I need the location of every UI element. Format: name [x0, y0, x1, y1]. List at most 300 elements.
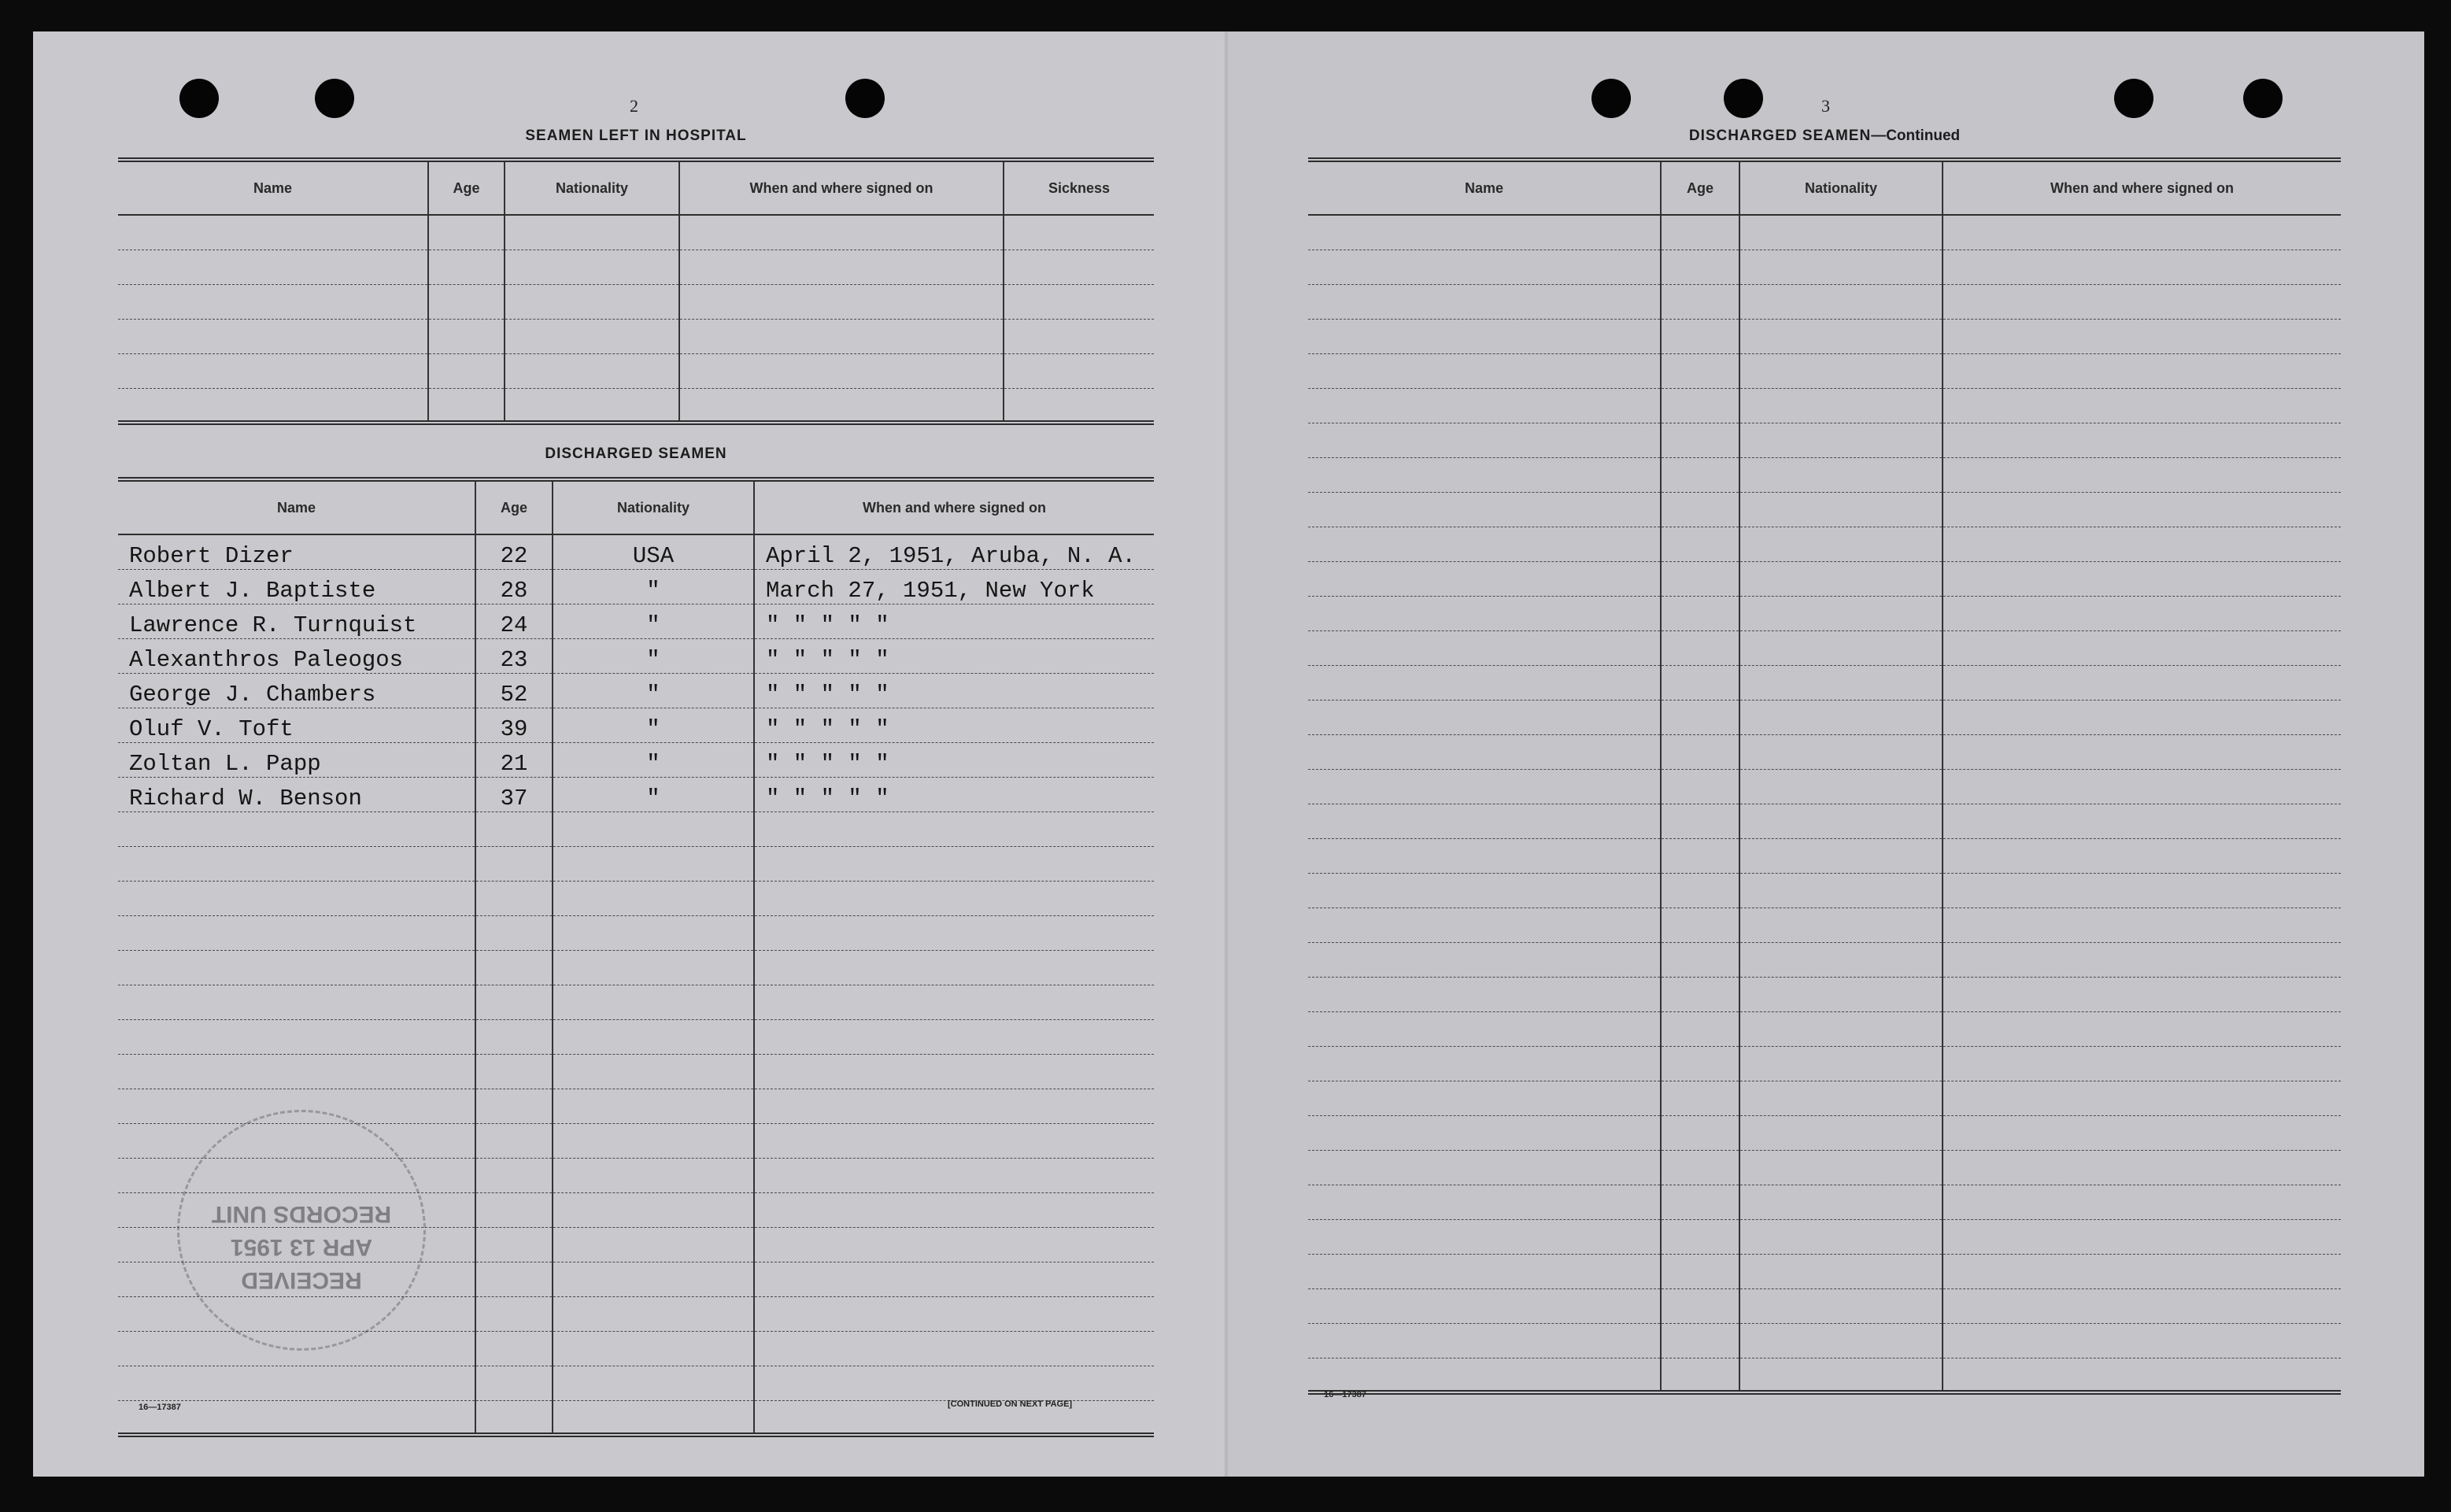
table-cell [428, 388, 505, 423]
table-row [118, 1054, 1154, 1089]
table-cell [1661, 1115, 1739, 1150]
table-cell [1661, 734, 1739, 769]
table-cell [1308, 1081, 1661, 1115]
table-cell [754, 1054, 1154, 1089]
table-cell [1661, 284, 1739, 319]
table-row [1308, 492, 2341, 527]
column-header: Name [118, 160, 428, 215]
table-row [1308, 1185, 2341, 1219]
table-row [1308, 215, 2341, 250]
table-cell [1661, 1288, 1739, 1323]
table-cell: " " " " " [754, 708, 1154, 742]
table-cell [118, 950, 475, 985]
table-cell [475, 1054, 553, 1089]
table-cell [1739, 700, 1943, 734]
table-cell [1308, 873, 1661, 908]
table-cell [1308, 1219, 1661, 1254]
table-cell: " [553, 708, 754, 742]
table-cell [1661, 1150, 1739, 1185]
table-cell [1661, 977, 1739, 1011]
table-cell [1004, 353, 1154, 388]
table-cell [475, 1331, 553, 1366]
table-cell [1943, 319, 2341, 353]
table-row [118, 985, 1154, 1019]
table-cell [505, 215, 679, 250]
table-cell [118, 319, 428, 353]
table-row [118, 250, 1154, 284]
table-row [1308, 908, 2341, 942]
table-cell [679, 388, 1004, 423]
table-row [118, 604, 1154, 638]
table-cell [1308, 1046, 1661, 1081]
page-fold [1225, 31, 1228, 1477]
table-row [1308, 665, 2341, 700]
table-cell: 24 [475, 604, 553, 638]
table-cell [553, 1366, 754, 1400]
continued-table [1308, 157, 2341, 1395]
table-cell: Lawrence R. Turnquist [118, 604, 475, 638]
table-cell [428, 319, 505, 353]
table-cell [1661, 942, 1739, 977]
table-cell [505, 250, 679, 284]
table-cell [475, 1262, 553, 1296]
table-cell [553, 1262, 754, 1296]
table-cell [1308, 1011, 1661, 1046]
table-cell [1739, 838, 1943, 873]
table-cell [118, 1019, 475, 1054]
table-cell [118, 1054, 475, 1089]
column-header: Nationality [1739, 160, 1943, 215]
table-row [1308, 804, 2341, 838]
table-cell [679, 284, 1004, 319]
table-row [118, 569, 1154, 604]
table-cell [1739, 804, 1943, 838]
table-cell [553, 1158, 754, 1192]
table-cell [1943, 1011, 2341, 1046]
table-cell [1943, 1323, 2341, 1358]
table-row [118, 811, 1154, 846]
table-cell [1661, 1219, 1739, 1254]
table-cell [1739, 596, 1943, 630]
table-cell [1943, 769, 2341, 804]
table-cell [679, 319, 1004, 353]
table-cell: " [553, 638, 754, 673]
table-cell [1661, 1046, 1739, 1081]
table-cell [1943, 1185, 2341, 1219]
table-row [1308, 1150, 2341, 1185]
continued-note: [CONTINUED ON NEXT PAGE] [948, 1399, 1073, 1409]
table-cell [553, 1123, 754, 1158]
table-cell [1739, 250, 1943, 284]
table-cell [1943, 1219, 2341, 1254]
table-cell [118, 985, 475, 1019]
table-cell [1308, 700, 1661, 734]
table-cell [1739, 769, 1943, 804]
table-cell [118, 215, 428, 250]
table-cell [1308, 561, 1661, 596]
table-cell [553, 881, 754, 915]
table-cell [118, 881, 475, 915]
table-cell [428, 215, 505, 250]
column-header: Nationality [505, 160, 679, 215]
table-cell [754, 1227, 1154, 1262]
table-cell: 52 [475, 673, 553, 708]
table-row [1308, 319, 2341, 353]
table-cell [1308, 1185, 1661, 1219]
table-cell [754, 1296, 1154, 1331]
table-cell [118, 284, 428, 319]
table-cell [1739, 630, 1943, 665]
table-cell [1661, 596, 1739, 630]
table-cell [754, 881, 1154, 915]
table-cell [1739, 319, 1943, 353]
punch-hole [2114, 79, 2153, 118]
table-cell [475, 846, 553, 881]
table-cell [553, 1227, 754, 1262]
table-row [1308, 630, 2341, 665]
table-cell [1739, 1254, 1943, 1288]
table-cell [1943, 457, 2341, 492]
table-cell [1739, 1185, 1943, 1219]
table-cell [1739, 1011, 1943, 1046]
table-cell [1943, 215, 2341, 250]
table-cell [1004, 319, 1154, 353]
table-cell [1739, 527, 1943, 561]
table-row [1308, 250, 2341, 284]
table-cell: " [553, 569, 754, 604]
table-cell [1661, 353, 1739, 388]
table-cell [1661, 457, 1739, 492]
table-cell [1943, 630, 2341, 665]
table-cell [1739, 1288, 1943, 1323]
table-cell [428, 250, 505, 284]
table-cell [1661, 873, 1739, 908]
table-cell [1739, 1115, 1943, 1150]
table-row [1308, 353, 2341, 388]
table-cell: George J. Chambers [118, 673, 475, 708]
column-header: When and where signed on [754, 479, 1154, 534]
table-cell: " " " " " [754, 638, 1154, 673]
table-row [118, 915, 1154, 950]
table-cell [1943, 873, 2341, 908]
column-header: When and where signed on [1943, 160, 2341, 215]
table-row [1308, 527, 2341, 561]
table-cell [1943, 1254, 2341, 1288]
table-cell [475, 881, 553, 915]
table-cell [1308, 769, 1661, 804]
table-cell [754, 915, 1154, 950]
table-cell [475, 1158, 553, 1192]
table-cell [1661, 769, 1739, 804]
table-cell [1661, 527, 1739, 561]
table-cell [754, 1158, 1154, 1192]
table-cell [754, 950, 1154, 985]
table-cell [553, 1296, 754, 1331]
table-cell [1661, 838, 1739, 873]
table-row [118, 846, 1154, 881]
table-cell [1739, 1081, 1943, 1115]
table-cell [1739, 908, 1943, 942]
table-row [1308, 1115, 2341, 1150]
table-cell [1943, 1046, 2341, 1081]
table-cell: March 27, 1951, New York [754, 569, 1154, 604]
table-cell [475, 1296, 553, 1331]
column-header: Name [1308, 160, 1661, 215]
table-row [1308, 700, 2341, 734]
table-row [118, 881, 1154, 915]
table-cell [1308, 1115, 1661, 1150]
table-cell [1308, 215, 1661, 250]
table-cell [1739, 353, 1943, 388]
table-cell [1943, 596, 2341, 630]
table-cell [1943, 838, 2341, 873]
table-row [1308, 423, 2341, 457]
table-cell [553, 1400, 754, 1435]
table-cell [1308, 942, 1661, 977]
table-cell [1661, 700, 1739, 734]
table-row [118, 1366, 1154, 1400]
table-row [118, 1019, 1154, 1054]
table-cell [505, 319, 679, 353]
table-cell [1739, 215, 1943, 250]
table-cell [1661, 388, 1739, 423]
table-cell [754, 1331, 1154, 1366]
table-row [118, 950, 1154, 985]
table-cell [1943, 977, 2341, 1011]
table-cell: 39 [475, 708, 553, 742]
table-row [118, 638, 1154, 673]
table-cell [505, 284, 679, 319]
table-row [118, 708, 1154, 742]
table-cell [1943, 423, 2341, 457]
table-cell: 28 [475, 569, 553, 604]
table-cell [1661, 1323, 1739, 1358]
table-row [1308, 734, 2341, 769]
table-cell [428, 284, 505, 319]
column-header: Age [428, 160, 505, 215]
column-header: Age [475, 479, 553, 534]
table-cell: USA [553, 534, 754, 569]
table-cell: April 2, 1951, Aruba, N. A. [754, 534, 1154, 569]
table-cell [1739, 1219, 1943, 1254]
table-cell [1661, 1358, 1739, 1392]
punch-hole [845, 79, 885, 118]
form-code: 16—17387 [1324, 1390, 1366, 1399]
table-cell [1739, 977, 1943, 1011]
table-cell [1943, 700, 2341, 734]
table-cell: Albert J. Baptiste [118, 569, 475, 604]
table-cell [1739, 1323, 1943, 1358]
page-number: 3 [1821, 96, 1830, 116]
table-cell: " [553, 604, 754, 638]
table-cell [1739, 1150, 1943, 1185]
table-cell [1739, 1358, 1943, 1392]
table-cell [1004, 388, 1154, 423]
table-cell [1943, 1288, 2341, 1323]
table-cell [118, 846, 475, 881]
table-cell [1661, 492, 1739, 527]
table-row [118, 673, 1154, 708]
table-row [1308, 1254, 2341, 1288]
table-cell [475, 1227, 553, 1262]
table-cell: " " " " " [754, 604, 1154, 638]
table-row [1308, 1081, 2341, 1115]
table-cell [118, 388, 428, 423]
table-cell [1739, 942, 1943, 977]
table-cell [553, 950, 754, 985]
table-cell [1661, 665, 1739, 700]
table-cell [1308, 457, 1661, 492]
table-cell [679, 353, 1004, 388]
table-cell [1943, 1081, 2341, 1115]
table-cell [1943, 527, 2341, 561]
table-cell [553, 1054, 754, 1089]
table-cell [1308, 630, 1661, 665]
table-row [1308, 596, 2341, 630]
table-cell [754, 985, 1154, 1019]
table-cell [118, 250, 428, 284]
table-cell [754, 1019, 1154, 1054]
table-cell [1943, 665, 2341, 700]
table-cell [475, 1400, 553, 1435]
discharged-title: DISCHARGED SEAMEN [545, 445, 727, 462]
table-cell [754, 1262, 1154, 1296]
table-cell [1661, 908, 1739, 942]
table-cell [679, 250, 1004, 284]
table-cell [505, 353, 679, 388]
table-row [1308, 942, 2341, 977]
table-cell [1308, 665, 1661, 700]
table-cell [1308, 596, 1661, 630]
table-cell [754, 811, 1154, 846]
table-cell [1661, 1254, 1739, 1288]
table-cell [475, 1192, 553, 1227]
table-cell [1661, 630, 1739, 665]
table-cell [1308, 908, 1661, 942]
punch-hole [2243, 79, 2283, 118]
table-cell: Robert Dizer [118, 534, 475, 569]
table-row [1308, 284, 2341, 319]
table-cell [553, 846, 754, 881]
table-row [118, 319, 1154, 353]
table-cell [1308, 1358, 1661, 1392]
table-cell: Zoltan L. Papp [118, 742, 475, 777]
table-cell [1943, 908, 2341, 942]
table-row [118, 284, 1154, 319]
table-cell [754, 1366, 1154, 1400]
table-cell [1661, 1185, 1739, 1219]
table-cell: 23 [475, 638, 553, 673]
table-row [1308, 873, 2341, 908]
table-cell [475, 985, 553, 1019]
table-cell [1943, 1358, 2341, 1392]
table-cell [553, 915, 754, 950]
table-cell [754, 1123, 1154, 1158]
table-cell [1943, 804, 2341, 838]
punch-hole [1591, 79, 1631, 118]
table-cell [475, 1019, 553, 1054]
table-cell [1308, 1323, 1661, 1358]
punch-hole [1724, 79, 1763, 118]
table-cell [1308, 838, 1661, 873]
table-cell [1308, 977, 1661, 1011]
table-cell: " " " " " [754, 673, 1154, 708]
table-row [118, 742, 1154, 777]
table-cell [118, 915, 475, 950]
table-row [1308, 1219, 2341, 1254]
table-row [118, 777, 1154, 811]
table-cell [1308, 319, 1661, 353]
table-cell [475, 915, 553, 950]
table-cell [754, 1192, 1154, 1227]
table-cell [1739, 284, 1943, 319]
table-cell [1308, 1254, 1661, 1288]
table-cell [1739, 388, 1943, 423]
table-cell: 37 [475, 777, 553, 811]
table-cell [1308, 1150, 1661, 1185]
table-cell [475, 1089, 553, 1123]
table-cell: " [553, 742, 754, 777]
table-cell [553, 1089, 754, 1123]
table-cell [1308, 284, 1661, 319]
table-cell: " " " " " [754, 777, 1154, 811]
table-row [118, 353, 1154, 388]
table-cell [1943, 250, 2341, 284]
table-row [1308, 1358, 2341, 1392]
table-cell [1661, 319, 1739, 353]
table-cell [475, 950, 553, 985]
table-row [1308, 1011, 2341, 1046]
table-cell [1739, 1046, 1943, 1081]
table-cell: Alexanthros Paleogos [118, 638, 475, 673]
table-cell [1308, 734, 1661, 769]
table-cell [754, 1089, 1154, 1123]
table-cell [1308, 423, 1661, 457]
punch-hole [315, 79, 354, 118]
table-cell [1661, 561, 1739, 596]
table-row [1308, 561, 2341, 596]
table-cell [1943, 1115, 2341, 1150]
table-cell [679, 215, 1004, 250]
table-row [1308, 977, 2341, 1011]
table-row [118, 215, 1154, 250]
table-cell [1943, 942, 2341, 977]
form-code: 16—17387 [139, 1403, 181, 1412]
table-cell [1308, 492, 1661, 527]
table-cell [1943, 1150, 2341, 1185]
column-header: When and where signed on [679, 160, 1004, 215]
table-row [1308, 388, 2341, 423]
table-cell [1661, 215, 1739, 250]
table-cell [553, 985, 754, 1019]
table-cell [1943, 353, 2341, 388]
table-cell [1943, 284, 2341, 319]
table-cell [1943, 734, 2341, 769]
table-cell [118, 811, 475, 846]
table-cell [1661, 1011, 1739, 1046]
column-header: Age [1661, 160, 1739, 215]
table-cell: 21 [475, 742, 553, 777]
table-cell: " [553, 777, 754, 811]
table-cell: " " " " " [754, 742, 1154, 777]
table-cell [1739, 492, 1943, 527]
table-cell [1004, 215, 1154, 250]
table-row [1308, 769, 2341, 804]
table-cell [118, 353, 428, 388]
table-cell [1308, 388, 1661, 423]
table-cell [1004, 250, 1154, 284]
table-cell [1308, 527, 1661, 561]
